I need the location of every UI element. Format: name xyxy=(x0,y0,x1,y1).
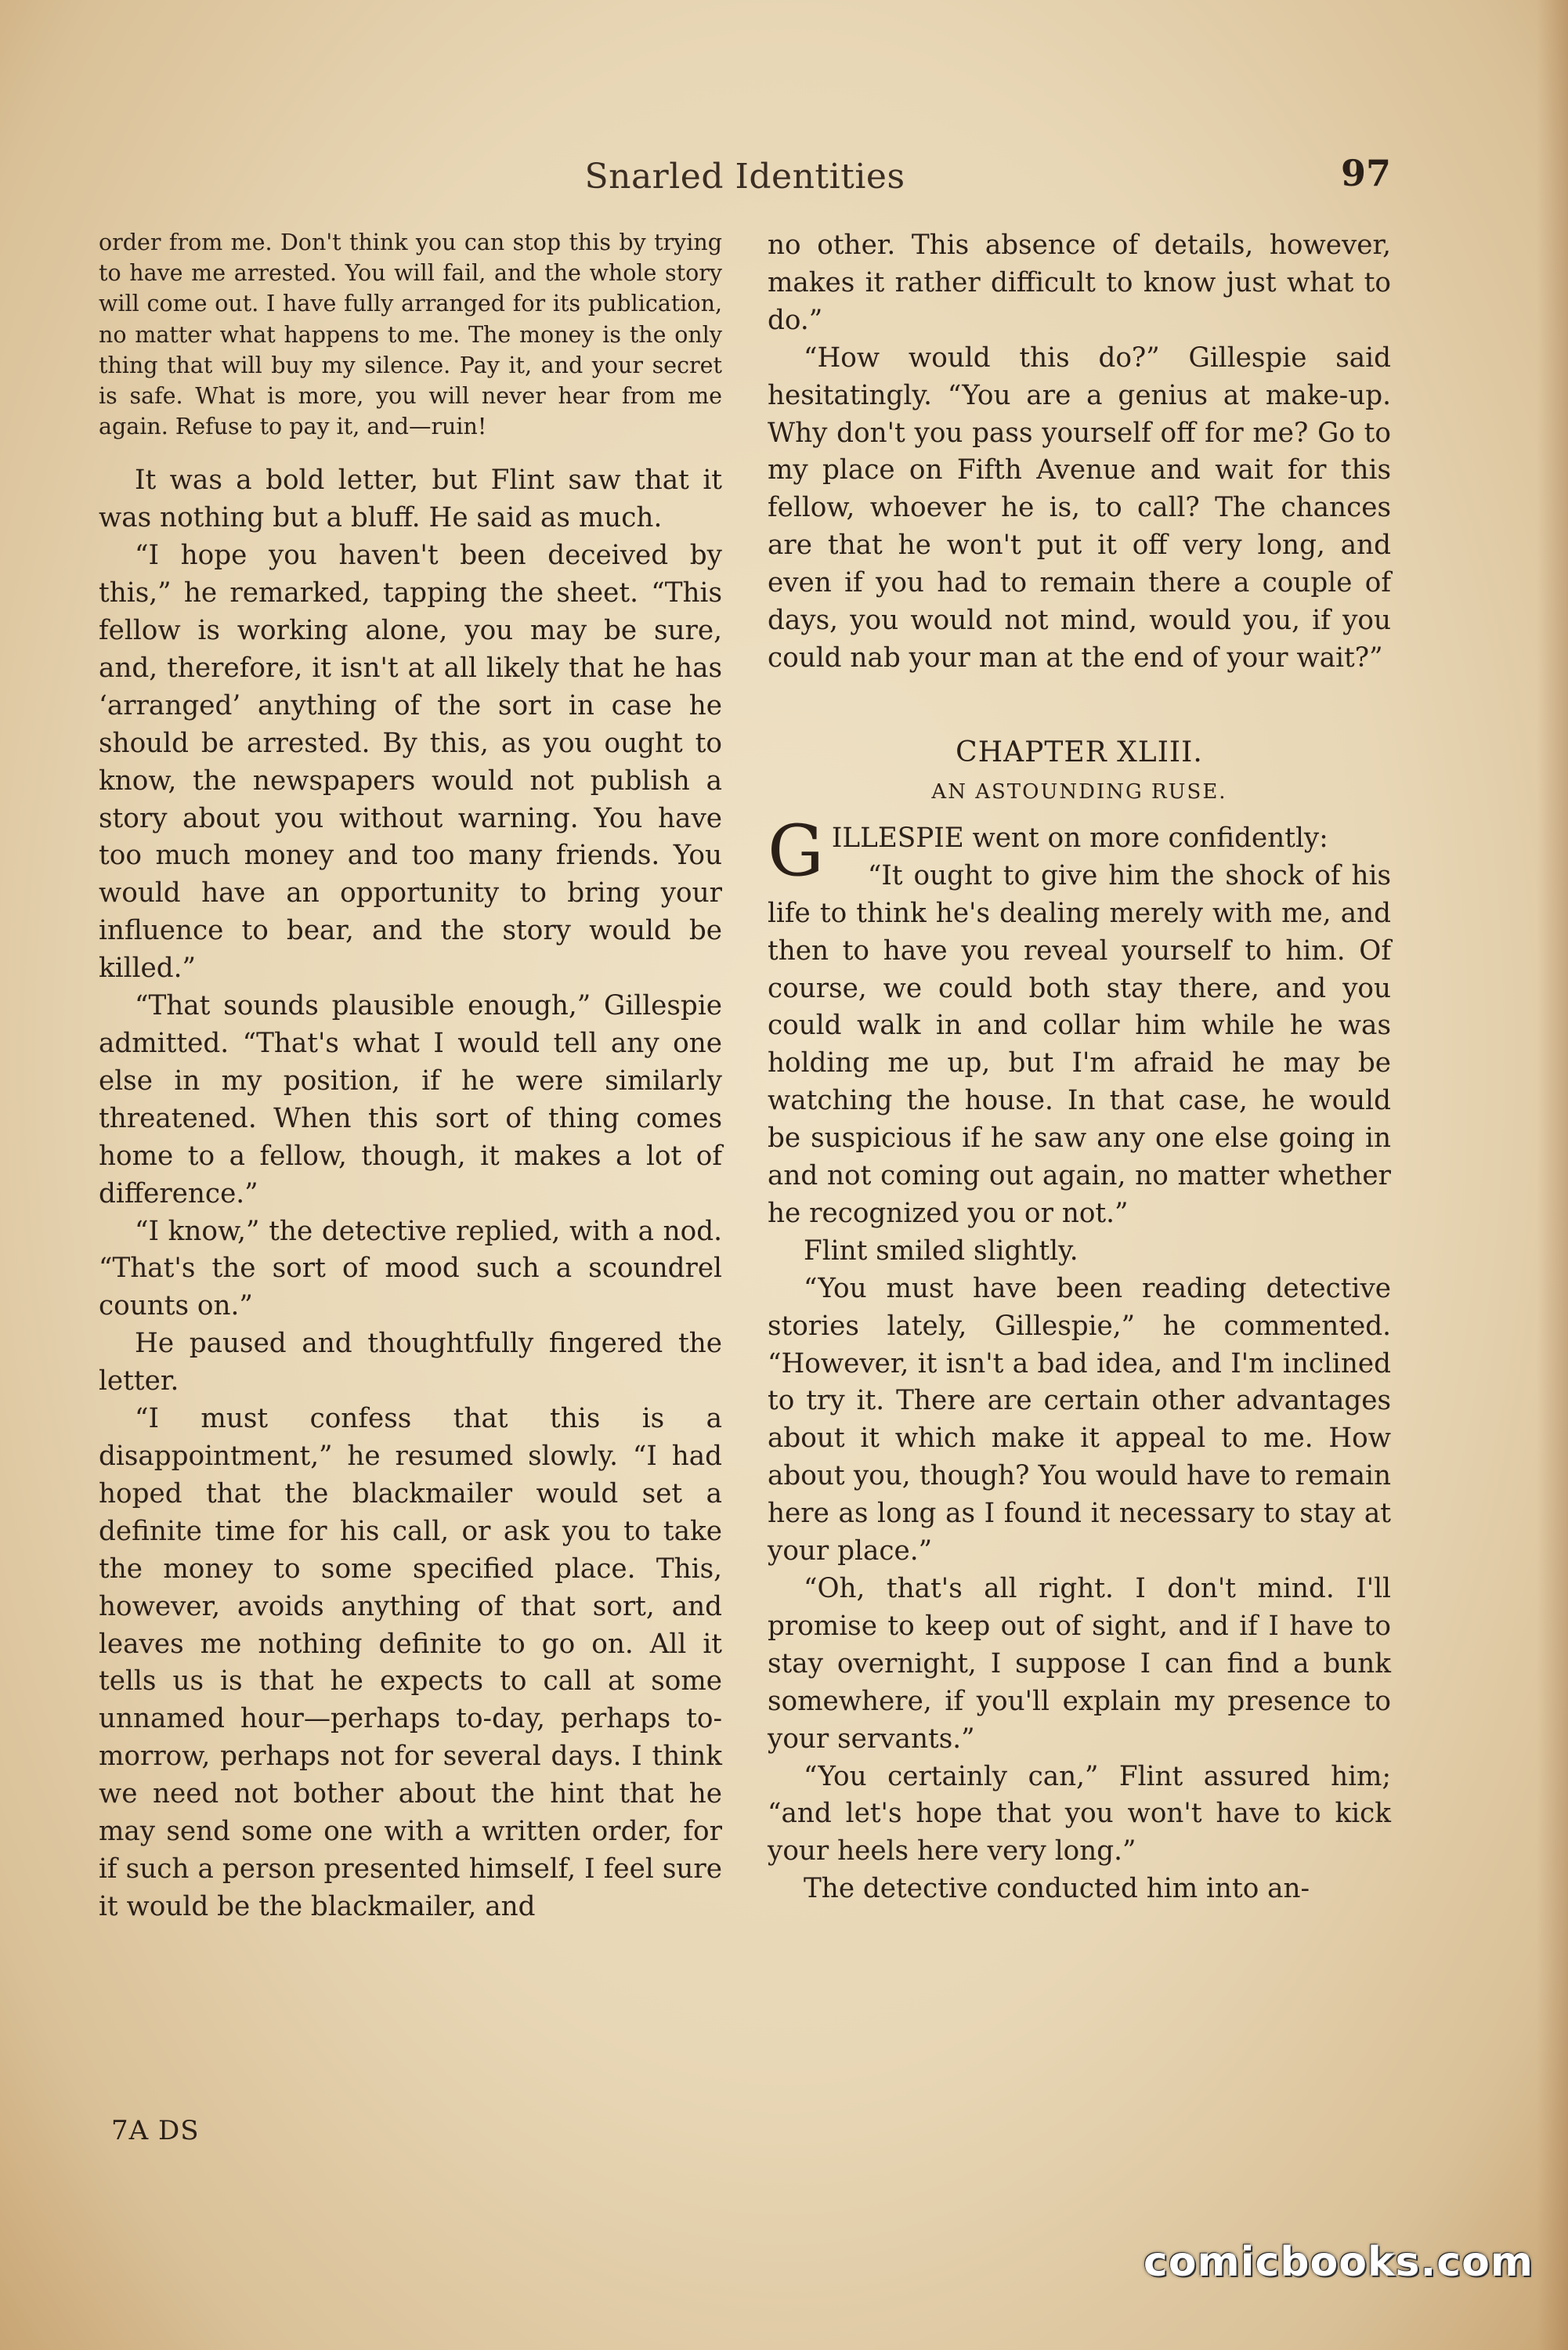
paragraph: “How would this do?” Gillespie said hesitatingly. “You are a genius at make-up. Why don't you pass yourself off for me? Go to my place on Fifth Avenue and wait for this fellow, whoever he is, to call? The chances are that he won't put it off very long, and even if you had to remain there a couple of days, you would not mind, would you, if you could nab your man at the end of your wait?” xyxy=(768,342,1391,674)
running-header xyxy=(99,150,1391,205)
paragraph: “You certainly can,” Flint assured him; “and let's hope that you won't have to kick your heels here very long.” xyxy=(768,1760,1391,1867)
signature-mark: 7A DS xyxy=(111,2115,200,2146)
chapter-subtitle: AN ASTOUNDING RUSE. xyxy=(931,779,1227,804)
page-edge-shadow xyxy=(1537,0,1568,2350)
left-column xyxy=(99,227,722,1926)
paragraph: “It ought to give him the shock of his life to think he's dealing merely with me, and then to have you reveal yourself to him. Of course, we could both stay there, and you could walk in and collar him while he was holding me up, but I'm afraid he may be watching the house. In that case, he would be suspicious if he saw any one else going in and not coming out again, no matter whether he recognized you or not.” xyxy=(768,859,1391,1229)
page-number: 97 xyxy=(1340,152,1391,194)
drop-cap: G xyxy=(768,809,824,892)
paragraph: The detective conducted him into an- xyxy=(804,1873,1310,1905)
paragraph: “I know,” the detective replied, with a nod. “That's the sort of mood such a scoundrel counts on.” xyxy=(99,1215,722,1322)
watermark: comicbooks.com xyxy=(1143,2239,1534,2286)
letter-excerpt: order from me. Don't think you can stop this by trying to have me arrested. You will fail, and the whole story will come out. I have fully arranged for its publication, no matter what happens to me. The money is the only thing that will buy my silence. Pay it, and your secret is safe. What is more, you will never hear from me again. Refuse to pay it, and—ruin! xyxy=(99,230,722,440)
paragraph: Flint smiled slightly. xyxy=(804,1235,1078,1267)
chapter-opening-text: ILLESPIE went on more confidently: xyxy=(831,822,1328,854)
running-title: Snarled Identities xyxy=(584,157,905,197)
paragraph: “I hope you haven't been deceived by this,” he remarked, tapping the sheet. “This fellow is working alone, you may be sure, and, therefore, it isn't at all likely that he has ‘arranged’ anything of the sort in case he should be arrested. By this, as you ought to know, the newspapers would not publish a story about you without warning. You have too much money and too many friends. You would have an opportunity to bring your influence to bear, and the story would be killed.” xyxy=(99,540,722,985)
paragraph: “You must have been reading detective stories lately, Gillespie,” he commented. “However, it isn't a bad idea, and I'm inclined to try it. There are certain other advantages about it which make it appeal to me. How about you, though? You would have to remain here as long as I found it necessary to stay at your place.” xyxy=(768,1272,1391,1567)
paragraph: “I must confess that this is a disappointment,” he resumed slowly. “I had hoped that the blackmailer would set a definite time for his call, or ask you to take the money to some specified place. This, however, avoids anything of that sort, and leaves me nothing definite to go on. All it tells us is that he expects to call at some unnamed hour—perhaps to-day, perhaps to-morrow, perhaps not for several days. I think we need not bother about the hint that he may send some one with a written order, for if such a person presented himself, I feel sure it would be the blackmailer, and xyxy=(99,1403,722,1922)
paragraph: “Oh, that's all right. I don't mind. I'll promise to keep out of sight, and if I have to stay overnight, I suppose I can find a bunk somewhere, if you'll explain my presence to your servants.” xyxy=(768,1573,1391,1755)
paragraph: no other. This absence of details, however, makes it rather difficult to know just what to do.” xyxy=(768,230,1391,336)
chapter-heading: CHAPTER XLIII. xyxy=(956,736,1203,768)
right-column xyxy=(768,227,1391,1908)
paragraph: He paused and thoughtfully fingered the letter. xyxy=(99,1328,722,1397)
paragraph: It was a bold letter, but Flint saw that it was nothing but a bluff. He said as much. xyxy=(99,465,722,534)
paragraph: “That sounds plausible enough,” Gillespie admitted. “That's what I would tell any one else in my position, if he were similarly threatened. When this sort of thing comes home to a fellow, though, it makes a lot of difference.” xyxy=(99,990,722,1209)
chapter-opening-paragraph xyxy=(768,809,1391,892)
